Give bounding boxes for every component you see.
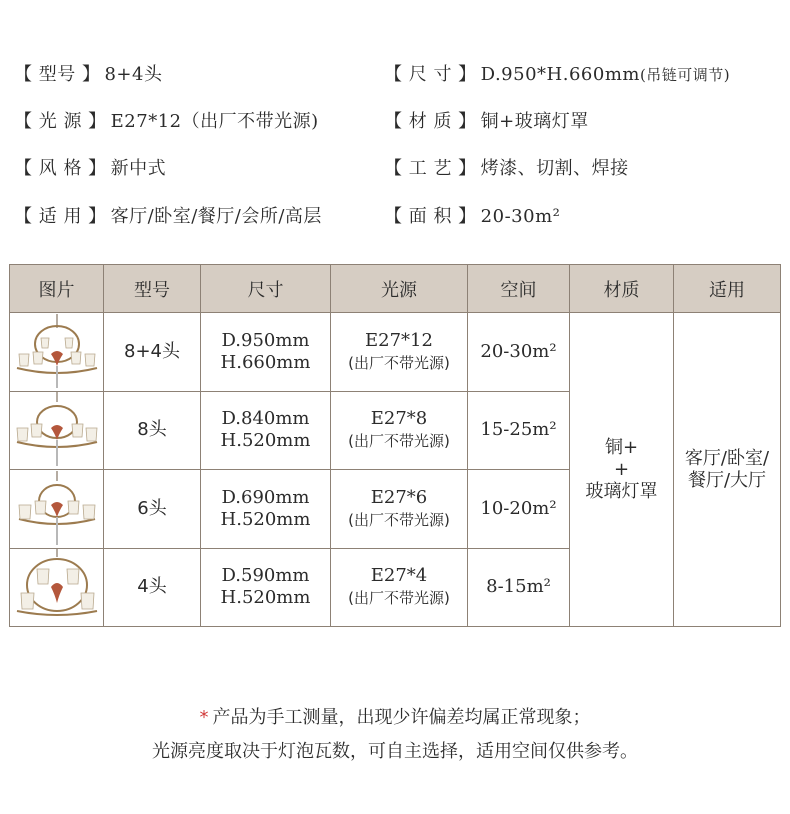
spec-size-note: (吊链可调节) xyxy=(639,66,731,84)
header-material: 材质 xyxy=(570,265,674,313)
material-line-3: 玻璃灯罩 xyxy=(585,480,658,502)
row-image-cell xyxy=(10,313,104,392)
spec-light-source-label: 【 光 源 】 xyxy=(14,111,107,132)
spec-model xyxy=(14,63,162,87)
row-source-note: (出厂不带光源) xyxy=(348,510,450,529)
row-size-h: H.520mm xyxy=(220,508,311,530)
header-light-source: 光源 xyxy=(331,265,468,313)
row-space-value: 15-25m² xyxy=(480,419,557,441)
spec-usage xyxy=(14,205,322,229)
row-image-cell xyxy=(10,548,104,627)
chandelier-8-image xyxy=(11,392,103,468)
footer-note-1 xyxy=(0,703,790,729)
spec-light-source-value: E27*12（出厂不带光源) xyxy=(110,111,319,132)
spec-area-label: 【 面 积 】 xyxy=(384,206,477,227)
row-source-note: (出厂不带光源) xyxy=(348,589,450,608)
header-size: 尺寸 xyxy=(201,265,331,313)
row-size xyxy=(201,313,331,392)
row-space-value: 20-30m² xyxy=(480,340,557,362)
material-line-2: + xyxy=(613,458,630,480)
row-source-note: (出厂不带光源) xyxy=(348,432,450,451)
row-space-value: 10-20m² xyxy=(480,497,557,519)
row-size-d: D.590mm xyxy=(221,565,310,587)
row-space xyxy=(468,470,570,549)
product-table xyxy=(9,264,781,627)
chandelier-4-image xyxy=(11,549,103,625)
footer-line-2: 光源亮度取决于灯泡瓦数，可自主选择，适用空间仅供参考。 xyxy=(152,741,638,762)
header-usage: 适用 xyxy=(674,265,781,313)
spec-craft-value: 烤漆、切割、焊接 xyxy=(480,158,629,179)
row-size-h: H.660mm xyxy=(220,351,311,373)
footer-line-1: 产品为手工测量，出现少许偏差均属正常现象； xyxy=(212,707,591,728)
row-model xyxy=(104,470,201,549)
table-row xyxy=(10,313,781,392)
spec-craft-label: 【 工 艺 】 xyxy=(384,158,477,179)
spec-material xyxy=(384,110,589,134)
row-model xyxy=(104,548,201,627)
spec-usage-label: 【 适 用 】 xyxy=(14,206,107,227)
row-source xyxy=(331,391,468,470)
row-space-value: 8-15m² xyxy=(486,576,551,598)
material-line-1: 铜+ xyxy=(604,436,639,458)
spec-material-value: 铜+玻璃灯罩 xyxy=(480,111,589,132)
spec-style-value: 新中式 xyxy=(110,158,167,179)
spec-style xyxy=(14,157,166,181)
row-source-value: E27*8 xyxy=(370,408,428,430)
row-space xyxy=(468,391,570,470)
row-source-value: E27*4 xyxy=(370,565,428,587)
row-source-note: (出厂不带光源) xyxy=(348,353,450,372)
row-model xyxy=(104,313,201,392)
row-size-d: D.950mm xyxy=(221,329,310,351)
row-size xyxy=(201,548,331,627)
row-size-h: H.520mm xyxy=(220,587,311,609)
row-source xyxy=(331,470,468,549)
header-space: 空间 xyxy=(468,265,570,313)
row-source-value: E27*6 xyxy=(370,486,428,508)
spec-light-source xyxy=(14,110,319,134)
header-image: 图片 xyxy=(10,265,104,313)
spec-area xyxy=(384,205,560,229)
row-source-value: E27*12 xyxy=(365,329,433,351)
spec-material-label: 【 材 质 】 xyxy=(384,111,477,132)
row-model-text: 8+4头 xyxy=(124,340,180,362)
spec-model-label: 【 型号 】 xyxy=(14,64,101,85)
row-model-text: 6头 xyxy=(137,497,167,519)
spec-model-value: 8+4头 xyxy=(104,64,163,85)
material-cell xyxy=(570,313,674,627)
row-size xyxy=(201,470,331,549)
row-size xyxy=(201,391,331,470)
spec-size-value: D.950*H.660mm xyxy=(480,64,640,85)
chandelier-8-plus-4-image xyxy=(11,314,103,390)
header-model: 型号 xyxy=(104,265,201,313)
row-model xyxy=(104,391,201,470)
row-source xyxy=(331,548,468,627)
usage-cell xyxy=(674,313,781,627)
footer-star: * xyxy=(199,707,209,728)
usage-line-2: 餐厅/大厅 xyxy=(687,469,767,491)
row-model-text: 8头 xyxy=(137,419,167,441)
row-image-cell xyxy=(10,391,104,470)
spec-size xyxy=(384,63,730,87)
row-space xyxy=(468,313,570,392)
row-space xyxy=(468,548,570,627)
spec-craft xyxy=(384,157,629,181)
spec-style-label: 【 风 格 】 xyxy=(14,158,107,179)
row-size-d: D.840mm xyxy=(221,408,310,430)
spec-size-label: 【 尺 寸 】 xyxy=(384,64,477,85)
row-image-cell xyxy=(10,470,104,549)
usage-line-1: 客厅/卧室/ xyxy=(684,447,770,469)
row-size-h: H.520mm xyxy=(220,430,311,452)
row-source xyxy=(331,313,468,392)
table-header-row xyxy=(10,265,781,313)
chandelier-6-image xyxy=(11,471,103,547)
spec-usage-value: 客厅/卧室/餐厅/会所/高层 xyxy=(110,206,322,227)
row-model-text: 4头 xyxy=(137,576,167,598)
footer-note-2 xyxy=(0,737,790,763)
spec-area-value: 20-30m² xyxy=(480,206,561,227)
row-size-d: D.690mm xyxy=(221,486,310,508)
